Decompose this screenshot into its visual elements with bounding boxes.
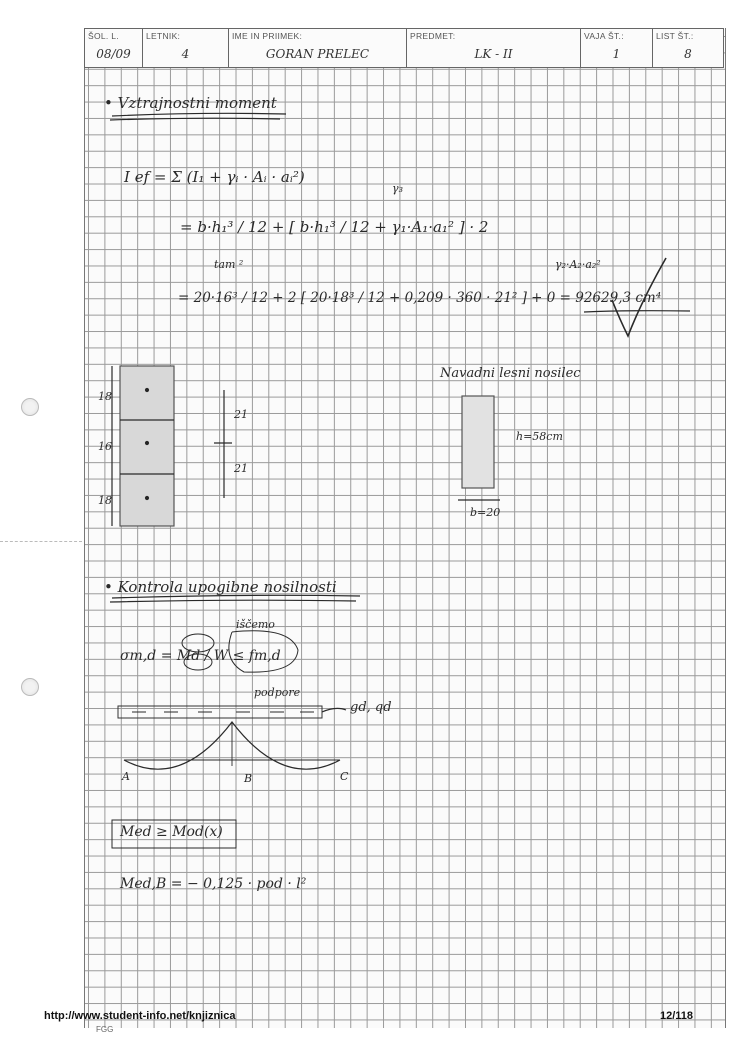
dimension-bottom-flange: 18 [98,494,112,507]
dimension-web: 16 [98,440,112,453]
fold-line [0,541,82,542]
formula-note-searching: iščemo [236,618,275,631]
footer-page-number: 12/118 [660,1010,694,1022]
dimension-lower-lever: 21 [234,462,248,475]
support-a-label: A [122,770,130,783]
formula-bending-stress: σm,d = Md / W ≤ fm,d [120,648,281,664]
sheet-header [84,28,724,68]
equation-note-gamma3: γ₃ [392,182,403,195]
side-note-timber-beam: Navadni lesni nosilec [440,366,581,381]
header-cell-name: IME IN PRIIMEK: GORAN PRELEC [229,29,407,67]
header-cell-grade: LETNIK: 4 [143,29,229,67]
dimension-top-flange: 18 [98,390,112,403]
footer-url[interactable]: http://www.student-info.net/knjiznica [44,1010,236,1022]
equation-note-gamma2: γ₂·A₂·a₂² [555,258,601,271]
supports-label: podpore [254,686,301,699]
side-note-width: b=20 [470,506,501,519]
moment-equation: Med,B = − 0,125 · pod · l² [120,876,307,892]
equation-result: = 20·16³ / 12 + 2 [ 20·18³ / 12 + 0,209 · 360 · 21² ] + 0 = 92629,3 cm⁴ [178,290,662,306]
equation-ief: I ef = Σ (I₁ + γᵢ · Aᵢ · aᵢ²) [124,168,305,186]
load-label: gd, qd [350,700,392,715]
heading-moment-of-inertia: • Vztrajnostni moment [104,94,277,112]
boxed-condition: Med ≥ Mod(x) [120,824,223,840]
footer-stamp: FGG [96,1025,114,1034]
support-c-label: C [340,770,349,783]
dimension-upper-lever: 21 [234,408,248,421]
support-b-label: B [244,772,253,785]
side-note-height: h=58cm [516,430,563,443]
equation-under-note: tam ² [214,258,244,271]
header-cell-year: ŠOL. L. 08/09 [85,29,143,67]
binder-hole [21,398,39,416]
header-cell-sheet: LIST ŠT.: 8 [656,31,694,61]
header-cell-exercise: VAJA ŠT.: 1 [581,29,653,67]
header-cell-subject: PREDMET: LK - II [407,29,581,67]
equation-expanded: = b·h₁³ / 12 + [ b·h₁³ / 12 + γ₁·A₁·a₁² ] · 2 [180,218,489,236]
heading-bending-check: • Kontrola upogibne nosilnosti [104,578,337,596]
binder-hole [21,678,39,696]
